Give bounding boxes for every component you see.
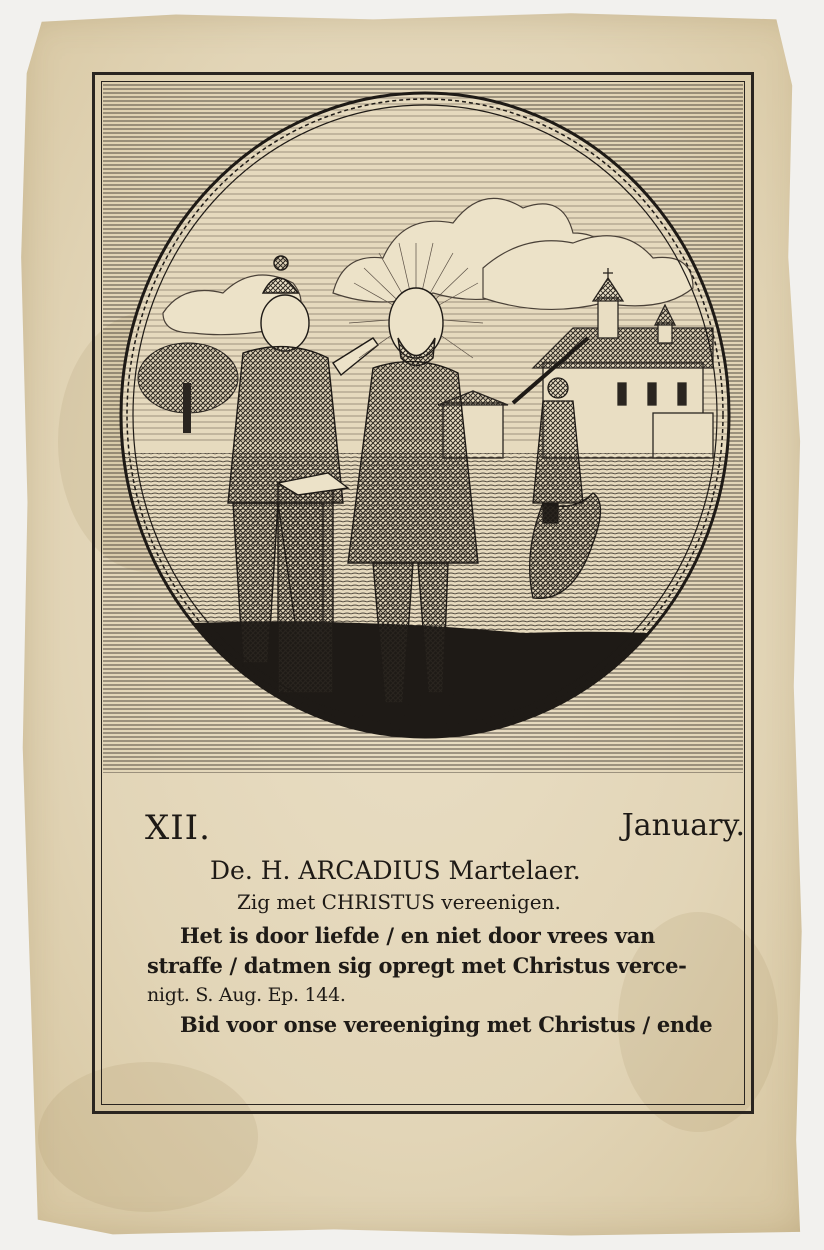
saint-title: De. H. ARCADIUS Martelaer. [210, 856, 581, 885]
caption-text [145, 808, 745, 1048]
body-line: straffe / datmen sig opregt met Christus verce- [147, 953, 687, 978]
citation-line: nigt. S. Aug. Ep. 144. [147, 984, 346, 1006]
subtitle: Zig met CHRISTUS vereenigen. [237, 890, 561, 914]
engraving-illustration [103, 83, 743, 773]
body-line: Het is door liefde / en niet door vrees van [180, 923, 656, 948]
body-line: Bid voor onse vereeniging met Christus / ende [180, 1012, 713, 1037]
day-number: XII. [145, 808, 211, 848]
month-label: January. [621, 808, 745, 843]
